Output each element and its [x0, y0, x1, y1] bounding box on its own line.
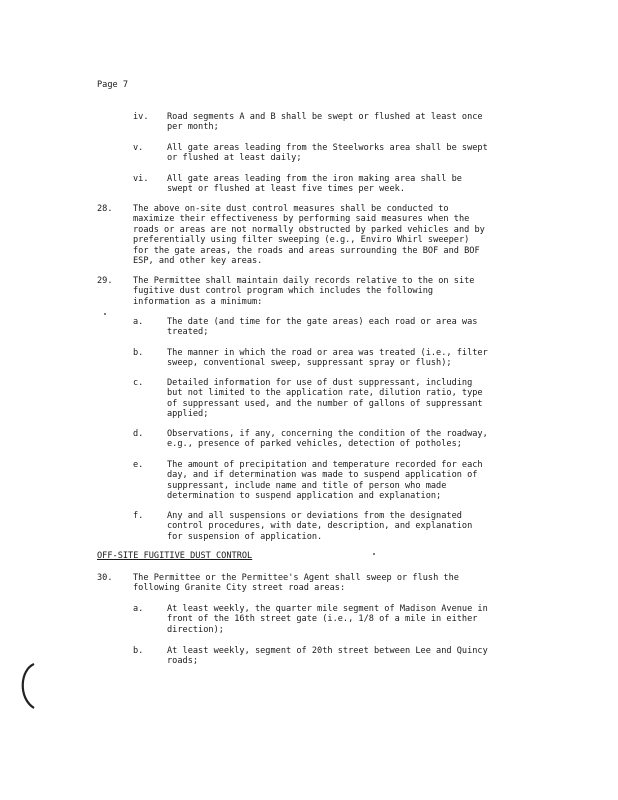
item-text: Any and all suspensions or deviations from the designated control procedures, with date, description, and explanation for suspension of application.: [167, 511, 473, 542]
item-number: iv.: [133, 112, 149, 122]
item-text: Observations, if any, concerning the condition of the roadway, e.g., presence of parked vehicles, detection of potholes;: [167, 429, 488, 450]
item-number: e.: [133, 460, 144, 470]
section-heading: OFF-SITE FUGITIVE DUST CONTROL: [97, 551, 253, 561]
item-number: vi.: [133, 174, 149, 184]
scan-speck: [104, 313, 106, 315]
item-number: c.: [133, 378, 144, 388]
item-text: All gate areas leading from the Steelworks area shall be swept or flushed at least daily;: [167, 143, 488, 164]
paragraph-text: The above on-site dust control measures shall be conducted to maximize their effectiveness by performing said measures when the roads or areas are not normally obstructed by parked vehicles and by preferentially using filter sweeping (e.g., Enviro Whirl sweeper) for the gate areas, the roads and areas surrounding the BOF and BOF ESP, and other key areas.: [133, 204, 485, 267]
item-text: All gate areas leading from the iron making area shall be swept or flushed at least five times per week.: [167, 174, 462, 195]
item-number: a.: [133, 604, 144, 614]
scan-speck: [373, 553, 375, 555]
paragraph-number: 29.: [97, 276, 113, 286]
item-number: a.: [133, 317, 144, 327]
item-text: The amount of precipitation and temperature recorded for each day, and if determination was made to suspend application of suppressant, include name and title of person who made determination to suspend application and explanation;: [167, 460, 483, 502]
page-number: Page 7: [97, 80, 129, 90]
item-number: b.: [133, 348, 144, 358]
paragraph-text: The Permittee shall maintain daily records relative to the on site fugitive dust control program which includes the following information as a minimum:: [133, 276, 475, 307]
item-number: f.: [133, 511, 144, 521]
item-text: At least weekly, segment of 20th street between Lee and Quincy roads;: [167, 646, 488, 667]
paragraph-text: The Permittee or the Permittee's Agent shall sweep or flush the following Granite City street road areas:: [133, 573, 459, 594]
item-number: d.: [133, 429, 144, 439]
paragraph-number: 30.: [97, 573, 113, 583]
paragraph-number: 28.: [97, 204, 113, 214]
item-text: Detailed information for use of dust suppressant, including but not limited to the application rate, dilution ratio, type of suppressant used, and the number of gallons of suppressant applied;: [167, 378, 483, 420]
item-text: At least weekly, the quarter mile segment of Madison Avenue in front of the 16th street gate (i.e., 1/8 of a mile in either direction);: [167, 604, 488, 635]
item-number: v.: [133, 143, 144, 153]
binder-hole-artifact: [14, 662, 38, 710]
item-text: The date (and time for the gate areas) each road or area was treated;: [167, 317, 478, 338]
item-number: b.: [133, 646, 144, 656]
item-text: The manner in which the road or area was treated (i.e., filter sweep, conventional sweep, suppressant spray or flush);: [167, 348, 488, 369]
item-text: Road segments A and B shall be swept or flushed at least once per month;: [167, 112, 483, 133]
